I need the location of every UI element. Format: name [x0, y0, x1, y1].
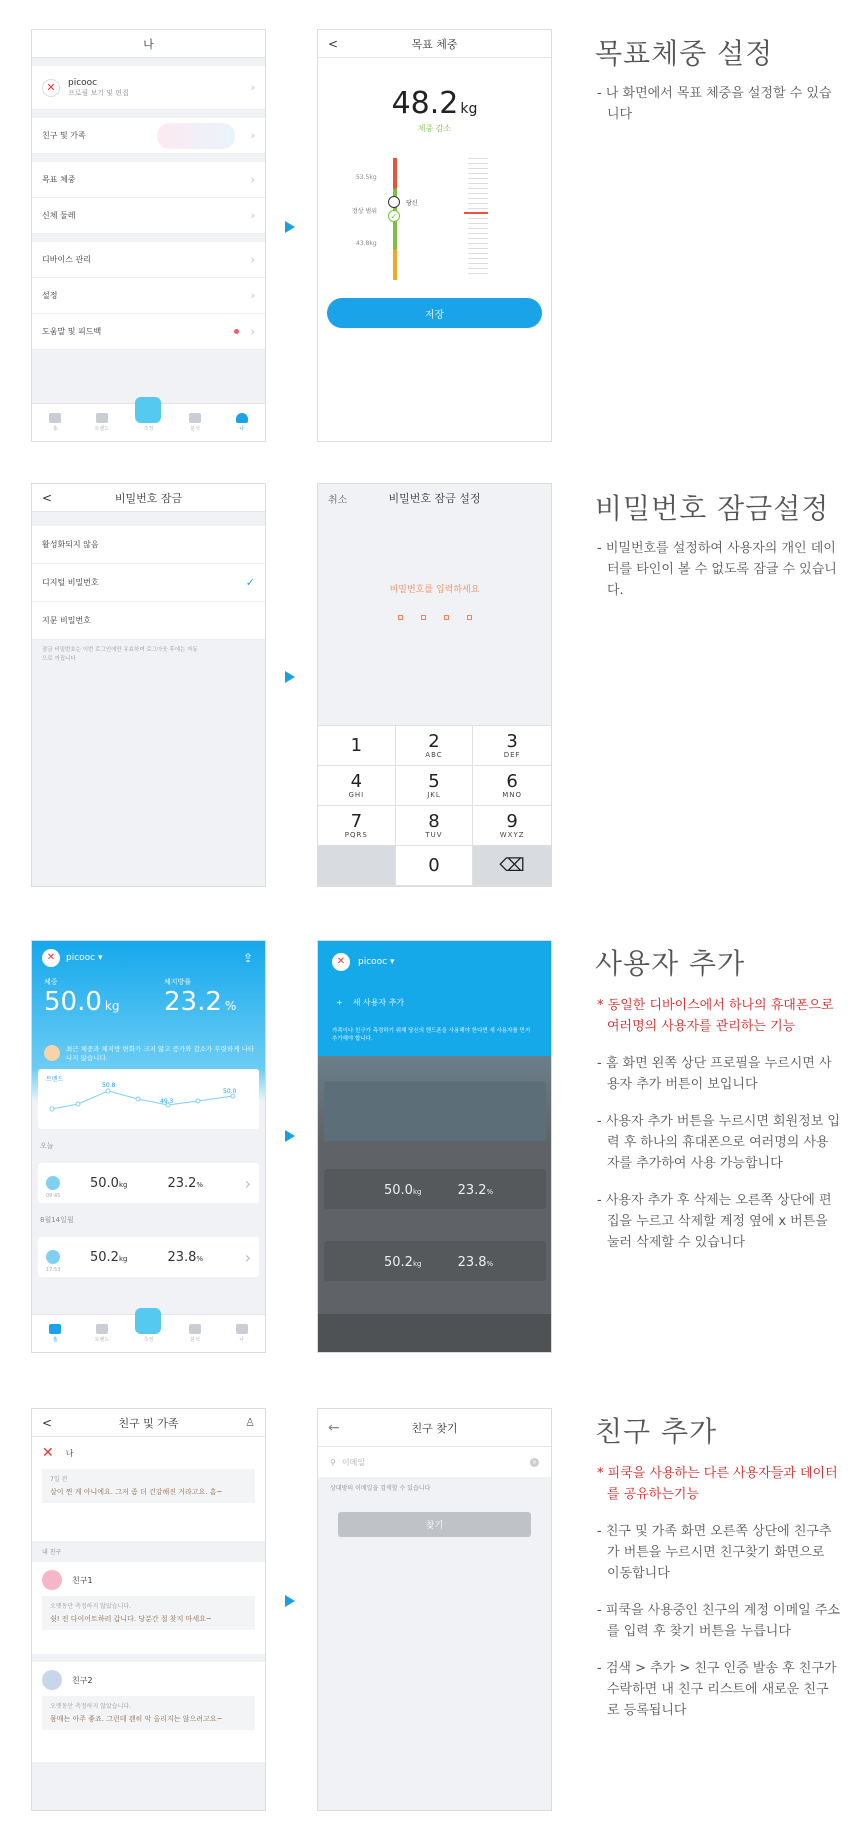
weight-scale	[318, 148, 551, 288]
tab-measure[interactable]: 측정	[130, 413, 166, 432]
chevron-right-icon: ›	[250, 81, 255, 94]
trend-line-chart	[38, 1069, 258, 1129]
trend-point	[196, 1099, 200, 1103]
avatar	[42, 1670, 62, 1690]
back-button[interactable]: <	[328, 36, 339, 51]
dot-icon	[444, 615, 449, 620]
dot-icon	[398, 615, 403, 620]
member-time: 오랫동안 측정하지 않았습니다.	[50, 1603, 132, 1610]
profile-sub: 프로필 보기 및 편집	[68, 88, 129, 97]
section-desc: * 피쿡을 사용하는 다른 사용자들과 데이터를 공유하는기능 - 친구 및 가족 화면 오른쪽 상단에 친구추가 버튼을 누르시면 친구찾기 화면으로 이동합니다 - 피쿡을 사용중인 친구의 계정 이메일 주소를 입력 후 찾기 버튼을 누릅니다 - 검색 > 추가 > 친구 인증 발송 후 친구가 수락하면 내 친구 리스트에 새로운 친구로 등록됩니다	[597, 1466, 840, 1718]
keypad-key[interactable]: 5 JKL	[396, 766, 474, 806]
notification-dot-icon	[234, 329, 239, 334]
add-user-notice: 가족이나 친구가 측정하기 위해 당신의 핸드폰을 사용해야 한다면 새 사용자를 먼저 추가해야 합니다.	[332, 1028, 531, 1042]
menu-item-friends[interactable]	[32, 118, 265, 154]
option-fingerprint[interactable]: 지문 비밀번호	[32, 602, 265, 640]
tab-measure[interactable]: 측정	[130, 1324, 166, 1343]
section-desc: - 나 화면에서 목표 체중을 설정할 수 있습니다	[597, 86, 832, 122]
keypad-key[interactable]: 8 TUV	[396, 806, 474, 846]
find-button[interactable]: 찾기	[338, 1512, 531, 1537]
profile-name: picooc	[68, 77, 98, 88]
search-hint: 상대방의 이메일을 검색할 수 있습니다	[330, 1485, 431, 1492]
chevron-right-icon: ›	[244, 1173, 251, 1193]
goal-value	[318, 86, 551, 121]
passcode-dots	[318, 615, 551, 620]
avatar-character-icon	[44, 1045, 60, 1061]
tab-home[interactable]: 홈	[37, 1324, 73, 1343]
numeric-keypad	[318, 725, 551, 886]
member-name: 나	[65, 1448, 74, 1458]
avatar	[42, 1570, 62, 1590]
search-input[interactable]: ⚲ 이메일 ×	[318, 1447, 551, 1477]
keypad-key[interactable]: 0	[396, 846, 474, 886]
section-title: 비밀번호 잠금설정	[595, 492, 830, 525]
member-name: 친구2	[72, 1675, 93, 1685]
member-message: 살이 찐 게 아니에요. 그저 좀 더 건강해진 거라고요. 흠~	[50, 1488, 223, 1496]
analysis-icon	[189, 413, 201, 423]
option-disabled[interactable]: 활성화되지 않음	[32, 526, 265, 564]
add-user-screen	[317, 940, 552, 1353]
tab-trend[interactable]: 트렌드	[84, 413, 120, 432]
tab-analysis[interactable]: 분석	[177, 1324, 213, 1343]
keypad-key[interactable]: 4 GHI	[318, 766, 396, 806]
clear-icon[interactable]: ×	[531, 1458, 538, 1466]
cancel-button[interactable]: 취소	[328, 494, 348, 506]
chevron-right-icon: ›	[244, 1247, 251, 1267]
record-row[interactable]	[38, 1163, 259, 1203]
tab-trend[interactable]: 트렌드	[84, 1324, 120, 1343]
dim-record-row: 50.2kg 23.8%	[324, 1241, 546, 1281]
option-digital[interactable]: 디지털 비밀번호 ✓	[32, 564, 265, 602]
picooc-logo-icon: ✕	[42, 1445, 54, 1461]
record-row[interactable]	[38, 1237, 259, 1277]
passcode-prompt: 비밀번호를 입력하세요	[389, 585, 480, 595]
avatar[interactable]: ✕	[332, 953, 350, 971]
chevron-right-icon: ›	[250, 129, 255, 142]
avatar[interactable]: ✕	[42, 949, 60, 967]
menu-label: 목표 체중	[42, 175, 76, 184]
menu-item-goal-weight[interactable]	[32, 162, 265, 198]
menu-label: 디바이스 관리	[42, 255, 91, 264]
weight-value: 50.0 kg	[44, 987, 120, 1017]
record-icon	[46, 1176, 60, 1190]
fat-label: 체지방률	[164, 978, 192, 986]
section-desc: * 동일한 디바이스에서 하나의 휴대폰으로 여러명의 사용자를 관리하는 기능 - 홈 화면 왼쪽 상단 프로필을 누르시면 사용자 추가 버튼이 보입니다 - 사용자 추가 버튼을 누르시면 회원정보 입력 후 하나의 휴대폰으로 여러명의 사용자를 추가하여 사용 가능합니다 - 사용자 추가 후 삭제는 오른쪽 상단에 편집을 누르고 삭제할 계정 옆에 x 버튼을 눌러 삭제할 수 있습니다	[597, 998, 840, 1250]
keypad-key[interactable]: 1	[318, 726, 396, 766]
menu-label: 도움말 및 피드백	[42, 327, 102, 336]
nav-header	[318, 484, 551, 512]
page-title: 친구 및 가족	[118, 1416, 179, 1430]
goal-check-icon: ✓	[388, 210, 400, 222]
tab-me[interactable]: 나	[224, 413, 260, 432]
dim-record-row: 50.0kg 23.2%	[324, 1169, 546, 1209]
person-icon	[236, 413, 248, 423]
check-icon: ✓	[245, 576, 255, 589]
dim-tab-bar	[318, 1314, 551, 1352]
upper-label: 53.5kg	[356, 174, 377, 181]
tab-analysis[interactable]: 분석	[177, 413, 213, 432]
home-screen	[31, 940, 266, 1353]
nav-header	[318, 30, 551, 58]
flow-arrow-icon	[285, 1130, 295, 1142]
keypad-key[interactable]: 2 ABC	[396, 726, 474, 766]
menu-label: 친구 및 가족	[42, 131, 86, 140]
record-time: 17:53	[46, 1267, 61, 1273]
record-weight: 50.0kg	[90, 1175, 128, 1191]
trend-point	[50, 1107, 54, 1111]
lock-note: 잠금 비밀번호는 이번 로그인에만 유효하며 로그아웃 후에는 자동으로 꺼집니다	[42, 647, 198, 662]
member-time: 오랫동안 측정하지 않았습니다.	[50, 1703, 132, 1710]
flow-arrow-icon	[285, 221, 295, 233]
flow-arrow-icon	[285, 1595, 295, 1607]
profile-row[interactable]	[32, 66, 265, 110]
save-button[interactable]: 저장	[327, 298, 542, 328]
add-user-panel	[318, 941, 551, 1056]
member-name: 친구1	[72, 1575, 93, 1585]
person-icon	[236, 1324, 248, 1334]
goal-weight-screen	[317, 29, 552, 442]
home-icon	[49, 1324, 61, 1334]
friend-card[interactable]	[32, 1562, 265, 1662]
range-label: 정상 범위	[352, 208, 378, 215]
trend-point	[76, 1102, 80, 1106]
page-title: 비밀번호 잠금 설정	[388, 492, 481, 505]
date-label: 8월14일월	[40, 1216, 74, 1224]
passcode-setup-screen	[317, 483, 552, 887]
ruler-indicator	[464, 212, 488, 214]
dim-trend-card	[324, 1081, 546, 1141]
record-icon	[46, 1250, 60, 1264]
menu-item-settings[interactable]	[32, 278, 265, 314]
trend-point-label: 50.0	[223, 1088, 237, 1095]
record-weight: 50.2kg	[90, 1249, 128, 1265]
measure-icon	[135, 397, 161, 423]
trend-label: 트렌드	[46, 1076, 64, 1083]
record-fat: 23.2%	[167, 1175, 204, 1191]
page-title: 친구 찾기	[411, 1421, 458, 1435]
nav-header	[318, 1409, 551, 1447]
member-message: 몸매는 아주 좋죠. 그런데 괜히 악 올리지는 않으려고요~	[50, 1715, 223, 1723]
section-title: 목표체중 설정	[595, 37, 774, 70]
measure-icon	[135, 1308, 161, 1334]
page-title: 비밀번호 잠금	[114, 491, 183, 505]
nav-header	[32, 1409, 265, 1437]
record-fat: 23.8%	[167, 1249, 204, 1265]
back-button[interactable]: <	[42, 490, 53, 505]
chevron-right-icon: ›	[250, 209, 255, 222]
section-title: 친구 추가	[595, 1415, 718, 1448]
trend-card[interactable]	[38, 1069, 259, 1129]
menu-item-help[interactable]	[32, 314, 265, 350]
tab-bar	[32, 1314, 265, 1352]
tip-text: 최근 체중과 체지방 변화가 크지 않고 증가와 감소가 무렷하게 나타나지 않습니다.	[66, 1045, 255, 1062]
page-title: 나	[143, 37, 154, 51]
home-icon	[49, 413, 61, 423]
dot-icon	[467, 615, 472, 620]
keypad-key	[318, 846, 396, 886]
keypad-key[interactable]: 9 WXYZ	[473, 806, 551, 846]
friends-illustration-icon	[157, 123, 235, 149]
tab-bar	[32, 403, 265, 441]
keypad-key[interactable]: ⌫	[473, 846, 551, 886]
you-marker-icon	[388, 196, 400, 208]
nav-header	[32, 484, 265, 512]
trend-point	[136, 1097, 140, 1101]
nav-header	[32, 30, 265, 58]
goal-weight-value: 48.2	[391, 86, 459, 121]
goal-sub: 체중 감소	[417, 124, 452, 133]
my-card[interactable]	[32, 1437, 265, 1541]
chevron-right-icon: ›	[250, 253, 255, 266]
back-arrow-icon[interactable]: ←	[328, 1419, 340, 1436]
record-time: 09:45	[46, 1193, 61, 1199]
section-desc: - 비밀번호를 설정하여 사용자의 개인 데이터를 타인이 볼 수 없도록 잠글 수 있습니다.	[597, 541, 837, 598]
tab-home[interactable]: 홈	[37, 413, 73, 432]
member-time: 7일 전	[50, 1476, 68, 1483]
menu-item-device[interactable]	[32, 242, 265, 278]
section-title: 사용자 추가	[595, 947, 746, 980]
trend-icon	[96, 1324, 108, 1334]
dot-icon	[421, 615, 426, 620]
friends-family-screen	[31, 1408, 266, 1811]
menu-item-body-measure[interactable]	[32, 198, 265, 234]
trend-point	[106, 1089, 110, 1093]
date-label: 오늘	[40, 1142, 54, 1150]
member-message: 쉿! 전 다이어트하러 갑니다. 당분간 절 찾지 마세요~	[50, 1615, 212, 1623]
keypad-key[interactable]: 3 DEF	[473, 726, 551, 766]
add-friend-icon[interactable]: ♙	[245, 1416, 255, 1429]
plus-icon: +	[336, 998, 343, 1007]
add-user-button[interactable]: + 새 사용자 추가	[336, 998, 405, 1007]
picooc-logo-icon: ✕	[42, 79, 60, 97]
chevron-right-icon: ›	[250, 289, 255, 302]
lower-label: 43.8kg	[356, 240, 377, 247]
menu-label: 설정	[42, 291, 58, 300]
page-title: 목표 체중	[411, 37, 458, 51]
chevron-right-icon: ›	[250, 173, 255, 186]
keypad-key[interactable]: 6 MNO	[473, 766, 551, 806]
keypad-key[interactable]: 7 PQRS	[318, 806, 396, 846]
weight-label: 체중	[44, 978, 58, 986]
trend-icon	[96, 413, 108, 423]
find-friend-screen	[317, 1408, 552, 1811]
friend-card[interactable]	[32, 1662, 265, 1762]
chevron-right-icon: ›	[250, 325, 255, 338]
menu-label: 신체 둘레	[42, 211, 76, 220]
user-switcher[interactable]: picooc ▾	[358, 957, 395, 967]
user-switcher[interactable]: picooc ▾	[66, 953, 103, 963]
you-label: 당신	[406, 200, 418, 207]
analysis-icon	[189, 1324, 201, 1334]
section-header: 내 친구	[42, 1549, 62, 1556]
share-icon[interactable]: ⇪	[242, 951, 253, 965]
search-icon: ⚲	[330, 1457, 336, 1467]
tab-me[interactable]: 나	[224, 1324, 260, 1343]
ruler-slider[interactable]	[468, 154, 488, 274]
password-lock-screen	[31, 483, 266, 887]
flow-arrow-icon	[285, 671, 295, 683]
fat-value: 23.2 %	[164, 987, 237, 1017]
trend-point-label: 50.8	[102, 1082, 116, 1089]
goal-weight-unit: kg	[460, 101, 478, 117]
back-button[interactable]: <	[42, 1415, 53, 1430]
trend-point-label: 49.3	[160, 1098, 174, 1105]
my-page-screen	[31, 29, 266, 442]
